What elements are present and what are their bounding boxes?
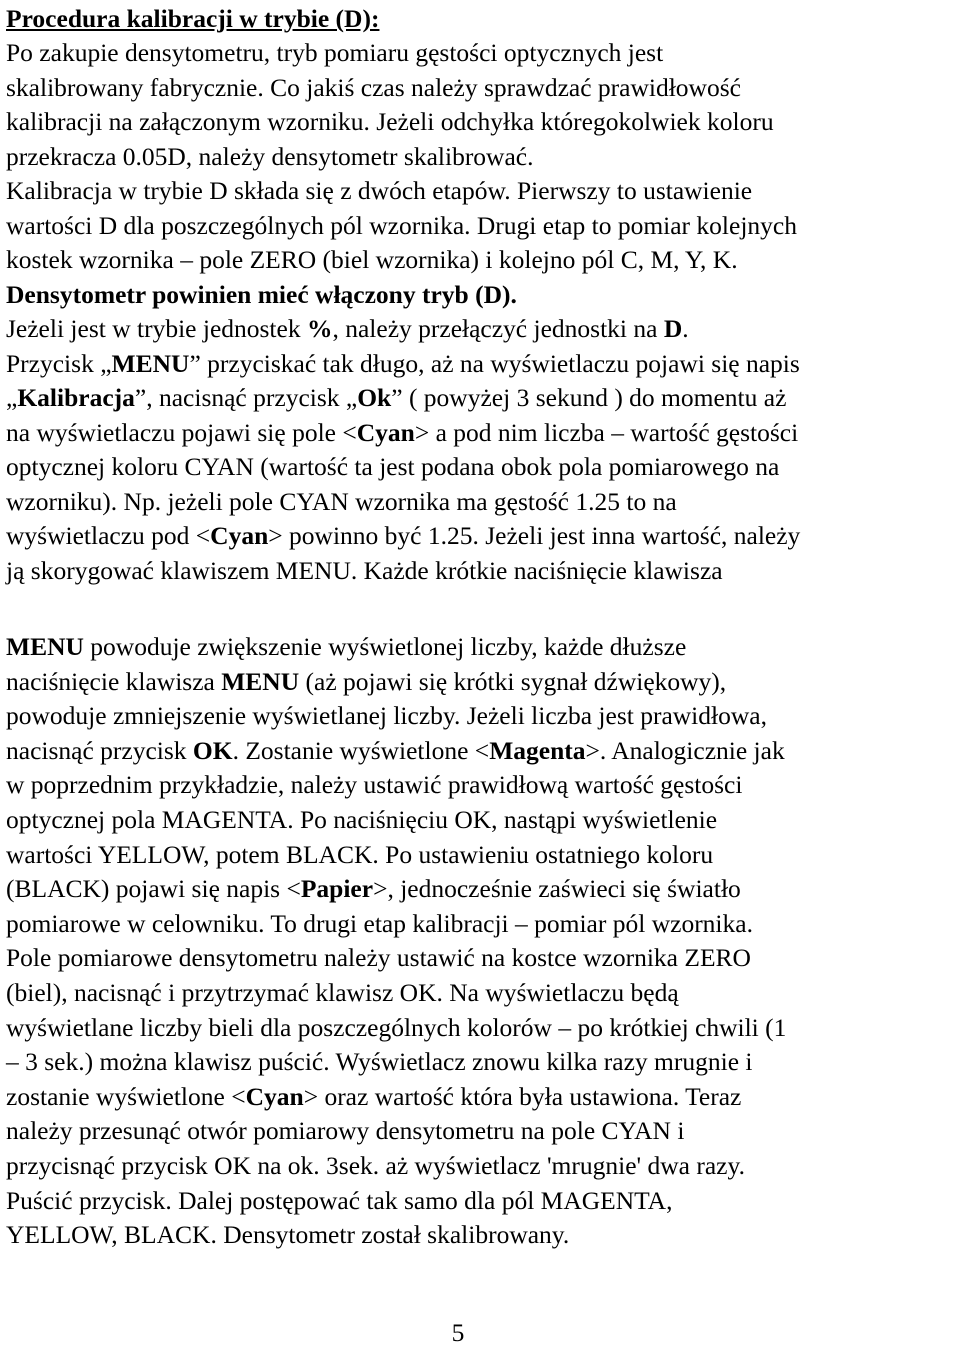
text-run: ” przyciskać tak długo, aż na wyświetlaczu pojawi się napis bbox=[189, 349, 800, 378]
text-run: wzorniku). Np. jeżeli pole CYAN wzornika ma gęstość 1.25 to na bbox=[6, 487, 677, 516]
text-line bbox=[6, 734, 785, 768]
text-line bbox=[6, 554, 723, 588]
bold-text: Kalibracja bbox=[17, 383, 135, 412]
bold-text: Magenta bbox=[489, 736, 586, 765]
bold-text: Cyan bbox=[210, 521, 269, 550]
text-run: Pole pomiarowe densytometru należy ustawić na kostce wzornika ZERO bbox=[6, 943, 751, 972]
text-run: optycznej pola MAGENTA. Po naciśnięciu OK, nastąpi wyświetlenie bbox=[6, 805, 718, 834]
text-line bbox=[6, 1218, 569, 1252]
text-line bbox=[6, 174, 752, 208]
text-line bbox=[6, 976, 679, 1010]
text-run: nacisnąć przycisk bbox=[6, 736, 193, 765]
text-run: Kalibracja w trybie D składa się z dwóch etapów. Pierwszy to ustawienie bbox=[6, 176, 753, 205]
bold-text: Ok bbox=[357, 383, 392, 412]
text-run: należy przesunąć otwór pomiarowy densytometru na pole CYAN i bbox=[6, 1116, 685, 1145]
text-run: (aż pojawi się krótki sygnał dźwiękowy), bbox=[299, 667, 727, 696]
text-run: w poprzednim przykładzie, należy ustawić prawidłową wartość gęstości bbox=[6, 770, 743, 799]
text-run: wartości D dla poszczególnych pól wzornika. Drugi etap to pomiar kolejnych bbox=[6, 211, 797, 240]
text-line bbox=[6, 1114, 684, 1148]
text-run: . bbox=[682, 314, 689, 343]
text-line bbox=[6, 71, 741, 105]
text-run: , należy przełączyć jednostki na bbox=[332, 314, 664, 343]
text-run: wartości YELLOW, potem BLACK. Po ustawieniu ostatniego koloru bbox=[6, 840, 714, 869]
text-line bbox=[6, 278, 517, 312]
text-line bbox=[6, 105, 774, 139]
page-number: 5 bbox=[451, 1318, 465, 1347]
text-line bbox=[6, 1011, 786, 1045]
text-line bbox=[6, 209, 797, 243]
text-run: ją skorygować klawiszem MENU. Każde krótkie naciśnięcie klawisza bbox=[6, 556, 723, 585]
text-line bbox=[6, 381, 786, 415]
bold-text: MENU bbox=[221, 667, 300, 696]
text-line bbox=[6, 838, 713, 872]
text-run: Puścić przycisk. Dalej postępować tak samo dla pól MAGENTA, bbox=[6, 1186, 673, 1215]
text-line bbox=[6, 907, 753, 941]
text-line bbox=[6, 519, 800, 553]
text-run: ” ( powyżej 3 sekund ) do momentu aż bbox=[391, 383, 787, 412]
bold-text: Cyan bbox=[245, 1082, 304, 1111]
text-run: wyświetlaczu pod < bbox=[6, 521, 211, 550]
text-line bbox=[6, 243, 738, 277]
text-run: przycisnąć przycisk OK na ok. 3sek. aż wyświetlacz 'mrugnie' dwa razy. bbox=[6, 1151, 745, 1180]
text-run: optycznej koloru CYAN (wartość ta jest podana obok pola pomiarowego na bbox=[6, 452, 780, 481]
text-line bbox=[6, 1045, 752, 1079]
text-line bbox=[6, 140, 533, 174]
bold-text: Densytometr powinien mieć włączony tryb (D). bbox=[6, 280, 517, 309]
text-line bbox=[6, 630, 686, 664]
text-line bbox=[6, 450, 779, 484]
bold-text: D bbox=[663, 314, 683, 343]
bold-text: MENU bbox=[111, 349, 190, 378]
bold-text: OK bbox=[192, 736, 233, 765]
text-run: kalibracji na załączonym wzorniku. Jeżeli odchyłka któregokolwiek koloru bbox=[6, 107, 774, 136]
text-run: . Zostanie wyświetlone < bbox=[232, 736, 490, 765]
text-run: wyświetlane liczby bieli dla poszczególnych kolorów – po krótkiej chwili (1 bbox=[6, 1013, 787, 1042]
text-run: > oraz wartość która była ustawiona. Teraz bbox=[303, 1082, 742, 1111]
text-run: > a pod nim liczba – wartość gęstości bbox=[414, 418, 799, 447]
text-line bbox=[6, 803, 717, 837]
text-run: – 3 sek.) można klawisz puścić. Wyświetlacz znowu kilka razy mrugnie i bbox=[6, 1047, 753, 1076]
text-run: Przycisk „ bbox=[6, 349, 112, 378]
text-run: ”, nacisnąć przycisk „ bbox=[134, 383, 358, 412]
bold-text: Cyan bbox=[356, 418, 415, 447]
text-run: pomiarowe w celowniku. To drugi etap kalibracji – pomiar pól wzornika. bbox=[6, 909, 753, 938]
text-run: > powinno być 1.25. Jeżeli jest inna wartość, należy bbox=[268, 521, 801, 550]
text-run: na wyświetlaczu pojawi się pole < bbox=[6, 418, 357, 447]
text-line bbox=[6, 312, 689, 346]
text-run: przekracza 0.05D, należy densytometr skalibrować. bbox=[6, 142, 534, 171]
text-run: zostanie wyświetlone < bbox=[6, 1082, 246, 1111]
section-title: Procedura kalibracji w trybie (D): bbox=[6, 4, 380, 33]
bold-text: Papier bbox=[300, 874, 374, 903]
text-line bbox=[6, 872, 741, 906]
text-run: powoduje zmniejszenie wyświetlanej liczby. Jeżeli liczba jest prawidłowa, bbox=[6, 701, 767, 730]
text-line bbox=[6, 416, 798, 450]
text-run: „ bbox=[6, 383, 18, 412]
text-line bbox=[6, 347, 800, 381]
text-line bbox=[6, 36, 663, 70]
text-run: >. Analogicznie jak bbox=[585, 736, 785, 765]
text-line bbox=[6, 1149, 745, 1183]
text-line bbox=[6, 699, 767, 733]
text-run: Po zakupie densytometru, tryb pomiaru gęstości optycznych jest bbox=[6, 38, 664, 67]
text-line bbox=[6, 665, 726, 699]
text-run: naciśnięcie klawisza bbox=[6, 667, 222, 696]
text-run: powoduje zwiększenie wyświetlonej liczby, każde dłuższe bbox=[83, 632, 687, 661]
text-run: (biel), nacisnąć i przytrzymać klawisz OK. Na wyświetlaczu będą bbox=[6, 978, 679, 1007]
text-line bbox=[6, 768, 742, 802]
bold-text: MENU bbox=[6, 632, 84, 661]
text-run: YELLOW, BLACK. Densytometr został skalibrowany. bbox=[6, 1220, 570, 1249]
text-line bbox=[6, 941, 751, 975]
text-line bbox=[6, 485, 677, 519]
bold-text: % bbox=[306, 314, 333, 343]
text-run: >, jednocześnie zaświeci się światło bbox=[373, 874, 741, 903]
text-run: kostek wzornika – pole ZERO (biel wzornika) i kolejno pól C, M, Y, K. bbox=[6, 245, 738, 274]
text-run: Jeżeli jest w trybie jednostek bbox=[6, 314, 307, 343]
text-run: skalibrowany fabrycznie. Co jakiś czas należy sprawdzać prawidłowość bbox=[6, 73, 741, 102]
text-line bbox=[6, 1184, 672, 1218]
text-run: (BLACK) pojawi się napis < bbox=[6, 874, 301, 903]
text-line bbox=[6, 1080, 741, 1114]
